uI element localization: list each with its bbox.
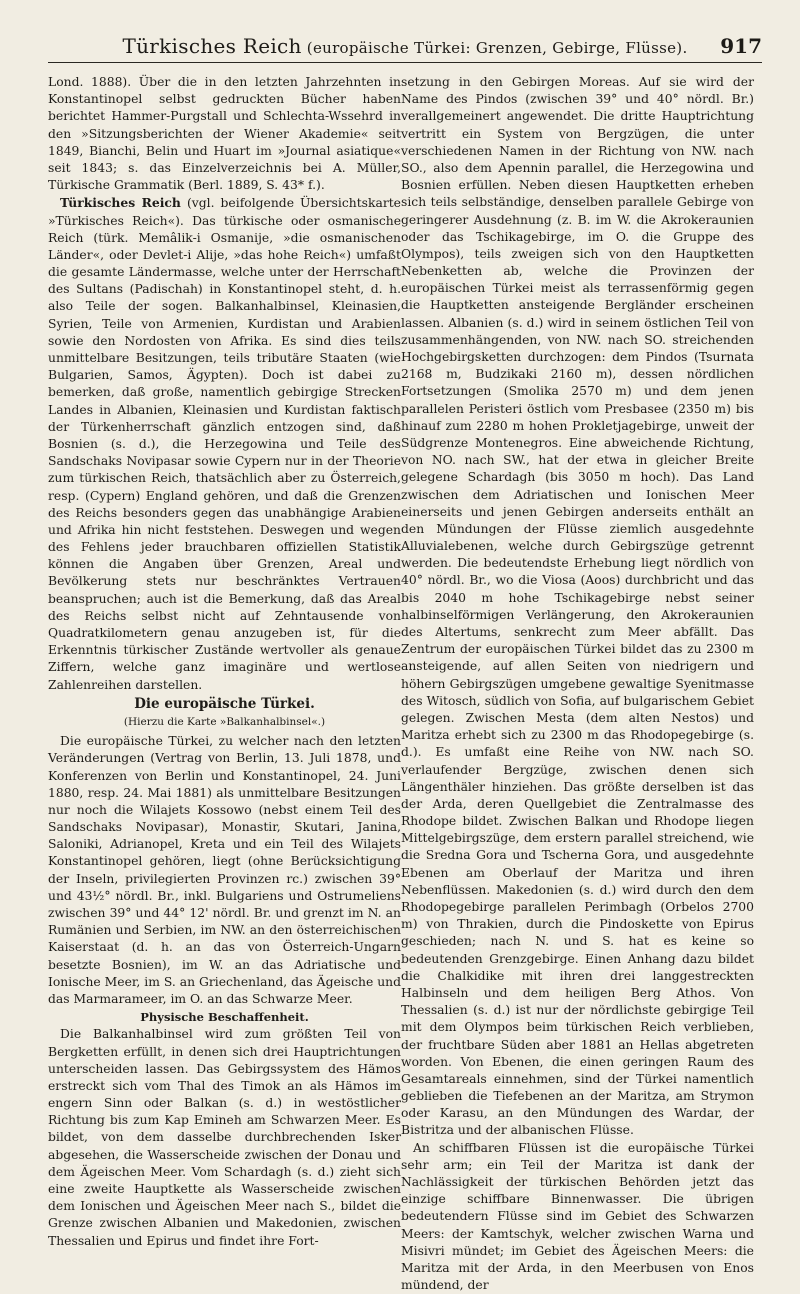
page-number: 917: [720, 34, 762, 58]
running-title-sub: (europäische Türkei: Grenzen, Gebirge, Flüsse).: [301, 39, 688, 57]
paragraph-mountains: setzung in den Gebirgen Moreas. Auf sie wird der Name des Pindos (zwischen 39° und 40° nördl. Br.) verallgemeinert angewendet. Die dritte Hauptrichtung vertritt ein System von Bergzügen, die unter verschiedenen Namen in der Richtung von NW. nach SO., also dem Apennin parallel, die Herzegowina und Bosnien erfüllen. Neben diesen Hauptketten erheben sich teils selbständige, denselben parallele Gebirge von geringerer Ausdehnung (z. B. im W. die Akrokeraunien oder das Tschikagebirge, im O. die Gruppe des Olympos), teils zweigen sich von den Hauptketten Nebenketten ab, welche die Provinzen der europäischen Türkei meist als terrassenförmig gegen die Hauptketten ansteigende Bergländer erscheinen lassen. Albanien (s. d.) wird in seinem östlichen Teil von zusammenhängenden, von NW. nach SO. streichenden Hochgebirgsketten durchzogen: dem Pindos (Tsurnata 2168 m, Budzikaki 2160 m), dessen nördlichen Fortsetzungen (Smolika 2570 m) und dem jenen parallelen Peristeri östlich vom Presbasee (2350 m) bis hinauf zum 2280 m hohen Prokletjagebirge, unweit der Südgrenze Montenegros. Eine abweichende Richtung, von NO. nach SW., hat der etwa in gleicher Breite gelegene Schardagh (bis 3050 m hoch). Das Land zwischen dem Adriatischen und Ionischen Meer einerseits und jenen Gebirgen anderseits enthält an den Mündungen der Flüsse ziemlich ausgedehnte Alluvialebenen, welche durch Gebirgszüge getrennt werden. Die bedeutendste Erhebung liegt nördlich von 40° nördl. Br., wo die Viosa (Aoos) durchbricht und das bis 2040 m hohe Tschikagebirge nebst seiner halbinselförmigen Verlängerung, den Akrokeraunien des Altertums, senkrecht zum Meer abfällt. Das Zentrum der europäischen Türkei bildet das zu 2300 m ansteigende, auf allen Seiten von niedrigern und höhern Gebirgszügen umgebene gewaltige Syenitmasse des Witosch, südlich von Sofia, auf bulgarischem Gebiet gelegen. Zwischen Mesta (dem alten Nestos) und Maritza erhebt sich zu 2300 m das Rhodopegebirge (s. d.). Es umfaßt eine Reihe von NW. nach SO. verlaufender Bergzüge, zwischen denen sich Längenthäler hinziehen. Das größte derselben ist das der Arda, deren Quellgebiet die Zentralmasse des Rhodope bildet. Zwischen Balkan und Rhodope liegen Mittelgebirgszüge, dem erstern parallel streichend, wie die Sredna Gora und Tscherna Gora, und ausgedehnte Ebenen am Oberlauf der Maritza und ihren Nebenflüssen. Makedonien (s. d.) wird durch den dem Rhodopegebirge parallelen Perimbagh (Orbelos 2700 m) von Thrakien, durch die Pindoskette von Epirus geschieden; nach N. und S. hat es keine so bedeutenden Grenzgebirge. Einen Anhang dazu bildet die Chalkidike mit ihren drei langgestreckten Halbinseln und dem heiligen Berg Athos. Von Thessalien (s. d.) ist nur der nördlichste gebirgige Teil mit dem Olympos beim türkischen Reich verblieben, der fruchtbare Süden aber 1881 an Hellas abgetreten worden. Von Ebenen, die einen geringen Raum des Gesamtareals einnehmen, sind der Türkei namentlich geblieben die Tiefebenen an der Maritza, am Strymon oder Karasu, an den Mündungen des Wardar, der Bistritza und der albanischen Flüsse.: [401, 75, 754, 1138]
right-column: [401, 74, 754, 1294]
subsection-heading: Physische Beschaffenheit.: [140, 1010, 309, 1025]
entry-text: (vgl. beifolgende Übersichtskarte »Türkisches Reich«). Das türkische oder osmanische Reich (türk. Memâlik-i Osmanije, »die osmanischen Länder«, oder Devlet-i Alije, »das hohe Reich«) umfaßt die gesamte Ländermasse, welche unter der Herrschaft des Sultans (Padischah) in Konstantinopel steht, d. h. also Teile der sogen. Balkanhalbinsel, Kleinasien, Syrien, Teile von Armenien, Kurdistan und Arabien sowie den Nordosten von Afrika. Es sind dies teils unmittelbare Besitzungen, teils tributäre Staaten (wie Bulgarien, Samos, Ägypten). Doch ist dabei zu bemerken, daß große, namentlich gebirgige Strecken Landes in Albanien, Kleinasien und Kurdistan faktisch der Türkenherrschaft gänzlich entzogen sind, daß Bosnien (s. d.), die Herzegowina und Teile des Sandschaks Novipasar sowie Cypern nur in der Theorie zum türkischen Reich, thatsächlich aber zu Österreich, resp. (Cypern) England gehören, und daß die Grenzen des Reichs besonders gegen das unabhängige Arabien und Afrika hin nicht feststehen. Deswegen und wegen des Fehlens jeder brauchbaren offiziellen Statistik können die Angaben über Grenzen, Areal und Bevölkerung stets nur beschränktes Vertrauen beanspruchen; auch ist die Bemerkung, daß das Areal des Reichs selbst nicht auf Zehntausende von Quadratkilometern genau anzugeben ist, für die Erkenntnis türkischer Zustände wertvoller als genaue Ziffern, welche ganz imaginäre und wertlose Zahlenreihen darstellen.: [48, 196, 401, 692]
paragraph-borders: Die europäische Türkei, zu welcher nach den letzten Veränderungen (Vertrag von Berlin, 13. Juli 1878, und Konferenzen von Berlin und Konstantinopel, 24. Juni 1880, resp. 24. Mai 1881) als unmittelbare Besitzungen nur noch die Wilajets Kossowo (nebst einem Teil des Sandschaks Novipasar), Monastir, Skutari, Janina, Saloniki, Adrianopel, Kreta und ein Teil des Wilajets Konstantinopel gehören, liegt (ohne Berücksichtigung der Inseln, privilegierten Provinzen rc.) zwischen 39° und 43½° nördl. Br., inkl. Bulgariens und Ostrumeliens zwischen 39° und 44° 12' nördl. Br. und grenzt im N. an Rumänien und Serbien, im NW. an den österreichischen Kaiserstaat (d. h. an das von Österreich-Ungarn besetzte Bosnien), im W. an das Adriatische und Ionische Meer, im S. an Griechenland, das Ägeische und das Marmarameer, im O. an das Schwarze Meer.: [48, 734, 401, 1006]
section-heading: Die europäische Türkei.: [134, 695, 315, 712]
paragraph-physical: Die Balkanhalbinsel wird zum größten Teil von Bergketten erfüllt, in denen sich drei Hauptrichtungen unterscheiden lassen. Das Gebirgssystem des Hämos erstreckt sich vom Thal des Timok an als Hämos im engern Sinn oder Balkan (s. d.) in westöstlicher Richtung bis zum Kap Emineh am Schwarzen Meer. Es bildet, von dem dasselbe durchbrechenden Isker abgesehen, die Wasserscheide zwischen der Donau und dem Ägeischen Meer. Vom Schardagh (s. d.) zieht sich eine zweite Hauptkette als Wasserscheide zwischen dem Ionischen und Ägeischen Meer nach S., bildet die Grenze zwischen Albanien und Makedonien, zwischen Thessalien und Epirus und findet ihre Fort-: [48, 1027, 401, 1248]
entry-term: Türkisches Reich: [60, 195, 181, 211]
section-map-note: (Hierzu die Karte »Balkanhalbinsel«.): [123, 715, 326, 728]
paragraph-tuerkisches-reich: [48, 194, 401, 693]
left-column: [48, 74, 401, 1250]
paragraph-bibliography: Lond. 1888). Über die in den letzten Jahrzehnten in Konstantinopel selbst gedruckten Bücher haben berichtet Hammer-Purgstall und Schlechta-Wssehrd in den »Sitzungsberichten der Wiener Akademie« seit 1849, Bianchi, Belin und Huart im »Journal asiatique« seit 1843; s. das Einzelverzeichnis bei A. Müller, Türkische Grammatik (Berl. 1889, S. 43* f.).: [48, 75, 401, 193]
page-header: [48, 28, 762, 63]
running-title: [48, 34, 762, 58]
running-title-main: Türkisches Reich: [122, 34, 302, 58]
paragraph-rivers: An schiffbaren Flüssen ist die europäische Türkei sehr arm; ein Teil der Maritza ist dank der Nachlässigkeit der türkischen Behörden jetzt das einzige schiffbare Binnenwasser. Die übrigen bedeutendern Flüsse sind im Gebiet des Schwarzen Meers: der Kamtschyk, welcher zwischen Warna und Misivri mündet; im Gebiet des Ägeischen Meers: die Maritza mit der Arda, in den Meerbusen von Enos mündend, der: [401, 1140, 754, 1293]
